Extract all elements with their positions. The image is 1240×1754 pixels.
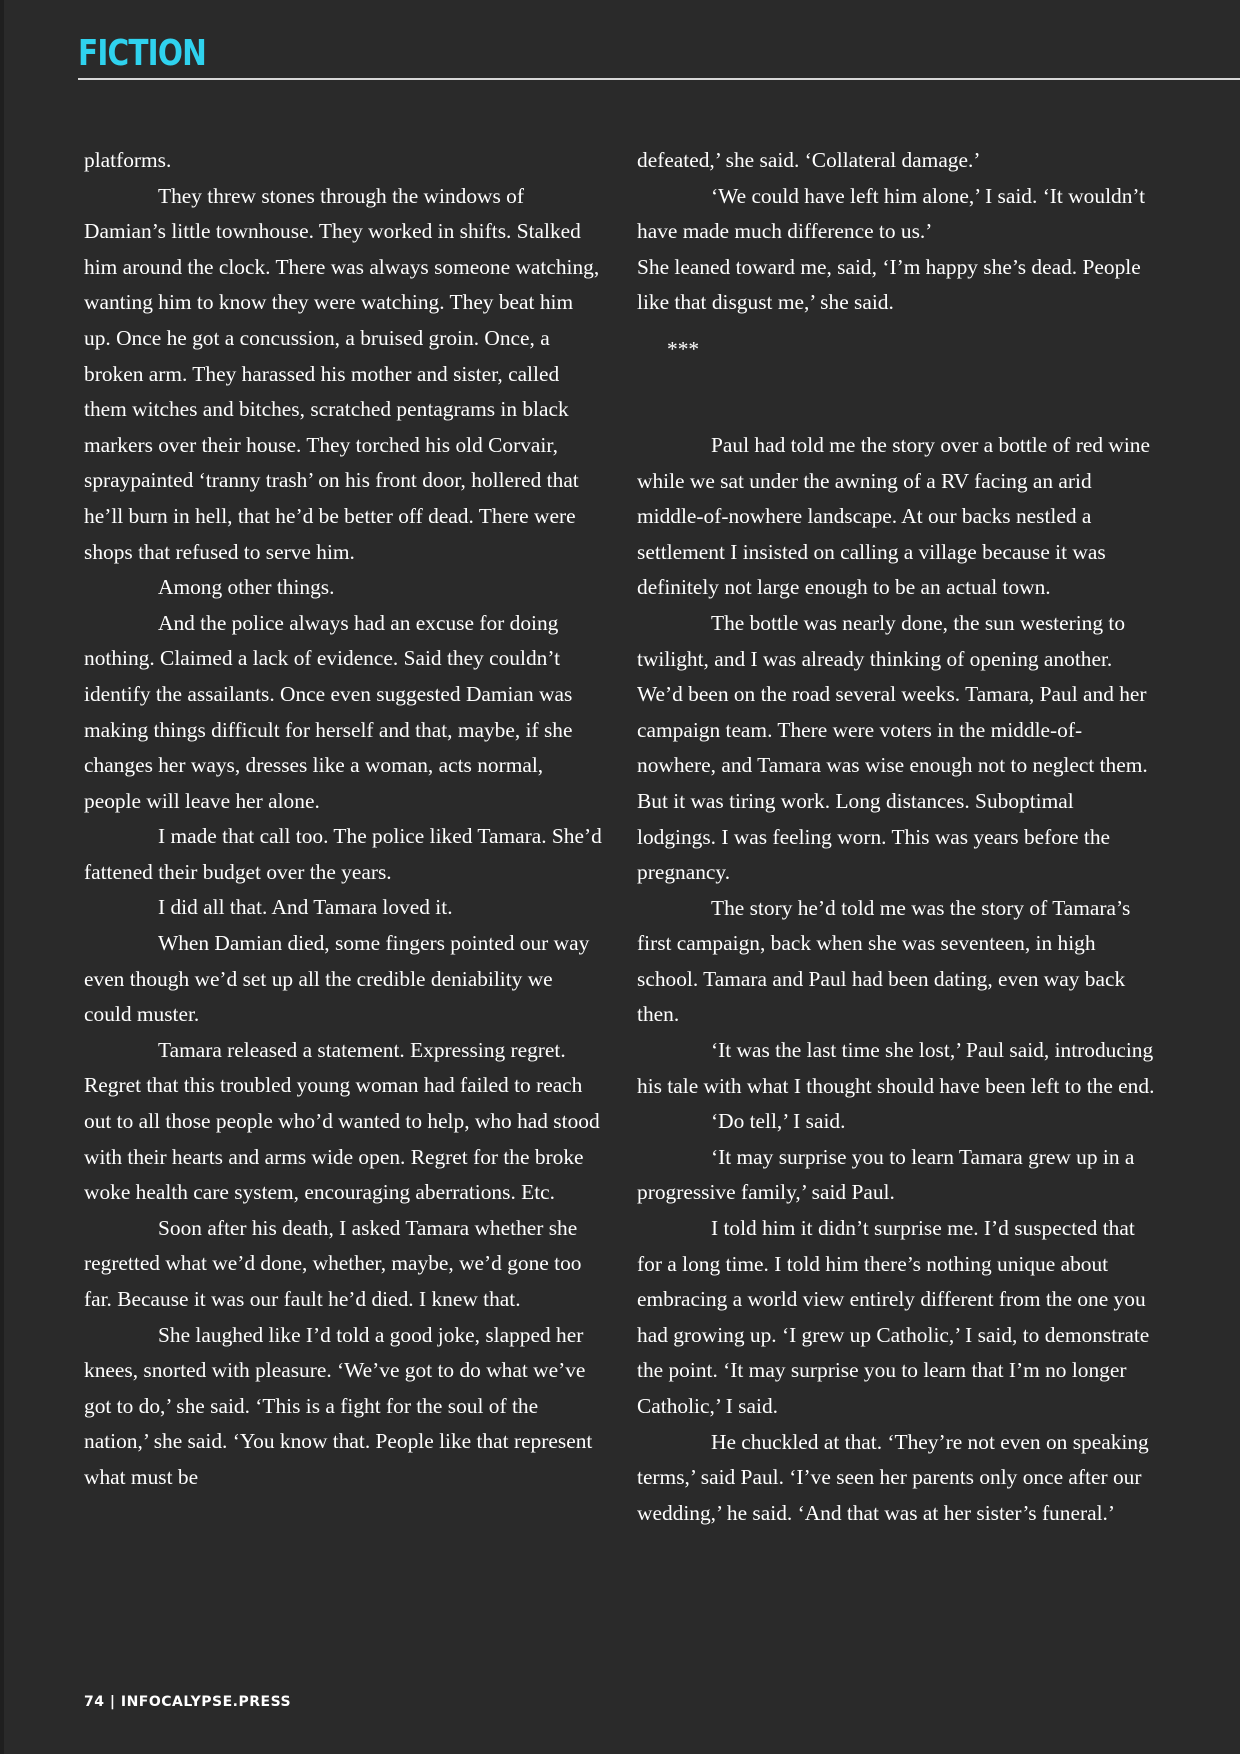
paragraph: Among other things. (158, 575, 335, 600)
section-header: FICTION (78, 33, 206, 74)
paragraph: Tamara released a statement. Expressing regret. Regret that this troubled young woman had failed to reach out to all those people who’d wanted to help, who had stood with their hearts and arms wide open. Regret for the broke woke health care system, encouraging aberrations. Etc. (84, 1037, 600, 1205)
paragraph: platforms. (84, 148, 172, 172)
paragraph: And the police always had an excuse for doing nothing. Claimed a lack of evidence. Said they couldn’t identify the assailants. Once even suggested Damian was making things difficult for herself and that, maybe, if she changes her ways, dresses like a woman, acts normal, people will leave her alone. (84, 610, 573, 813)
paragraph: The bottle was nearly done, the sun westering to twilight, and I was already thinking of opening another. We’d been on the road several weeks. Tamara, Paul and her campaign team. There were voters in the middle-of-nowhere, and Tamara was wise enough not to neglect them. But it was tiring work. Long distances. Suboptimal lodgings. I was feeling worn. This was years before the pregnancy. (637, 610, 1148, 885)
paragraph: She laughed like I’d told a good joke, slapped her knees, snorted with pleasure. ‘We’ve got to do what we’ve got to do,’ she said. ‘This is a fight for the soul of the nation,’ she said. ‘You know that. People like that represent what must be (84, 1322, 593, 1489)
page-footer (84, 1694, 291, 1710)
page-edge (0, 0, 4, 1754)
paragraph: ‘We could have left him alone,’ I said. ‘It wouldn’t have made much difference to us.’ (637, 183, 1146, 244)
paragraph: I did all that. And Tamara loved it. (158, 895, 453, 920)
paragraph: He chuckled at that. ‘They’re not even on speaking terms,’ said Paul. ‘I’ve seen her parents only once after our wedding,’ he said. ‘And that was at her sister’s funeral.’ (637, 1429, 1149, 1525)
paragraph: ‘It may surprise you to learn Tamara grew up in a progressive family,’ said Paul. (637, 1144, 1135, 1205)
paragraph: They threw stones through the windows of Damian’s little townhouse. They worked in shifts. Stalked him around the clock. There was always someone watching, wanting him to know they were watching. They beat him up. Once he got a concussion, a bruised groin. Once, a broken arm. They harassed his mother and sister, called them witches and bitches, scratched pentagrams in black markers over their house. They torched his old Corvair, spraypainted ‘tranny trash’ on his front door, hollered that he’ll burn in hell, that he’d be better off dead. There were shops that refused to serve him. (84, 183, 600, 564)
footer-separator: | (109, 1694, 116, 1710)
paragraph: defeated,’ she said. ‘Collateral damage.’ (637, 148, 981, 172)
section-break: *** (667, 336, 700, 361)
left-column (84, 143, 604, 1496)
paragraph: Paul had told me the story over a bottle of red wine while we sat under the awning of a RV facing an arid middle-of-nowhere landscape. At our backs nestled a settlement I insisted on calling a village because it was definitely not large enough to be an actual town. (637, 432, 1150, 600)
paragraph: I told him it didn’t surprise me. I’d suspected that for a long time. I told him there’s nothing unique about embracing a world view entirely different from the one you had growing up. ‘I grew up Catholic,’ I said, to demonstrate the point. ‘It may surprise you to learn that I’m no longer Catholic,’ I said. (637, 1216, 1150, 1418)
paragraph: ‘Do tell,’ I said. (711, 1109, 846, 1134)
site-name: INFOCALYPSE.PRESS (120, 1694, 292, 1710)
paragraph: She leaned toward me, said, ‘I’m happy she’s dead. People like that disgust me,’ she said. (637, 254, 1141, 315)
right-column (637, 143, 1157, 1531)
paragraph: The story he’d told me was the story of Tamara’s first campaign, back when she was seventeen, in high school. Tamara and Paul had been dating, even way back then. (637, 895, 1131, 1027)
page-number: 74 (84, 1694, 105, 1710)
paragraph: When Damian died, some fingers pointed our way even though we’d set up all the credible deniability we could muster. (84, 931, 590, 1027)
header-rule (78, 78, 1240, 80)
paragraph: Soon after his death, I asked Tamara whether she regretted what we’d done, whether, maybe, we’d gone too far. Because it was our fault he’d died. I knew that. (84, 1215, 582, 1311)
paragraph: I made that call too. The police liked Tamara. She’d fattened their budget over the years. (84, 824, 602, 884)
paragraph: ‘It was the last time she lost,’ Paul said, introducing his tale with what I thought should have been left to the end. (637, 1038, 1155, 1098)
